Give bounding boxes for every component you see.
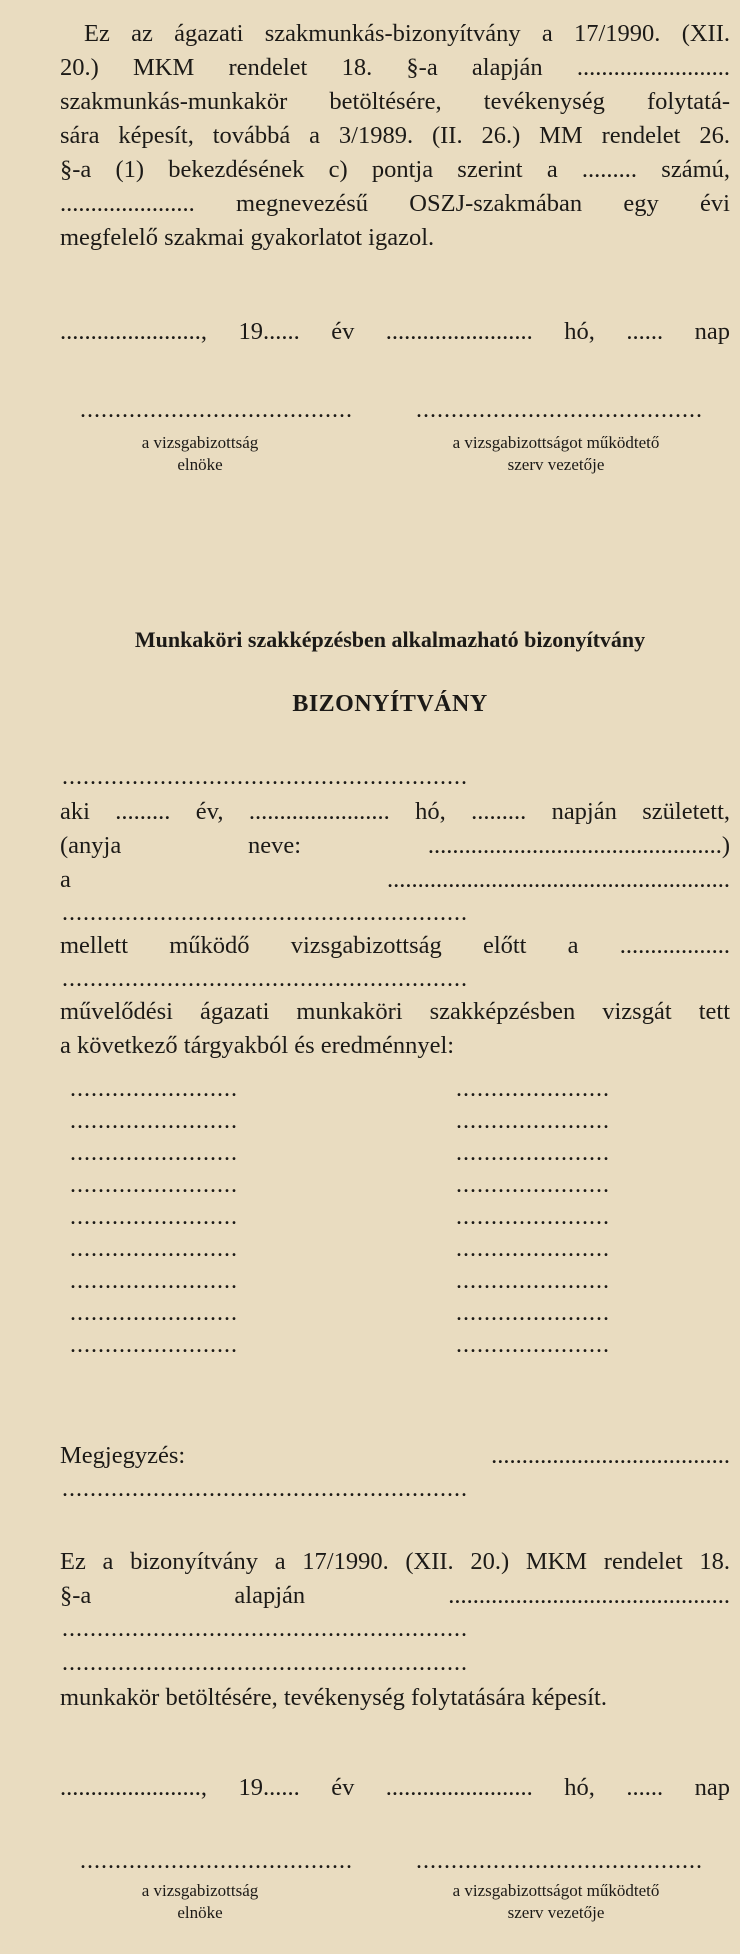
remark-line: Megjegyzés: ....................................... [60, 1442, 730, 1469]
statement-line-1: Ez a bizonyítvány a 17/1990. (XII. 20.) MKM rendelet 18. [60, 1548, 730, 1575]
p2-signature-label-left-2: elnöke [177, 1903, 223, 1922]
p1-signature-line-left: ....................................... [80, 397, 353, 423]
statement-dots-2: .......................................................... [62, 1650, 468, 1676]
p2-line-a: a ........................................................ [60, 866, 730, 893]
p2-line-born: aki ......... év, ....................... hó, ......... napján született, [60, 798, 730, 825]
subject-row-left: ........................ [70, 1172, 238, 1198]
subject-row-left: ........................ [70, 1204, 238, 1230]
p2-dots-line: .......................................................... [62, 900, 468, 926]
subject-row-left: ........................ [70, 1076, 238, 1102]
section-heading: Munkaköri szakképzésben alkalmazható bizonyítvány [134, 627, 646, 652]
p2-dots-line-2: .......................................................... [62, 966, 468, 992]
p2-name-line: .......................................................... [62, 764, 468, 790]
statement-dots-1: .......................................................... [62, 1616, 468, 1642]
p2-signature-line-left: ....................................... [80, 1848, 353, 1874]
p2-line-committee: mellett működő vizsgabizottság előtt a .................. [60, 932, 730, 959]
p1-line-5: §-a (1) bekezdésének c) pontja szerint a ......... számú, [60, 156, 730, 183]
subject-row-right: ...................... [456, 1076, 610, 1102]
p1-signature-label-right-2: szerv vezetője [507, 455, 605, 474]
p2-signature-label-right-1: a vizsgabizottságot működtető [452, 1881, 660, 1900]
p2-signature-label-right-2: szerv vezetője [507, 1903, 605, 1922]
subject-row-left: ........................ [70, 1268, 238, 1294]
p2-signature-line-right: ......................................... [416, 1848, 703, 1874]
p2-line-subjects: a következő tárgyakból és eredménnyel: [60, 1032, 455, 1059]
p1-signature-label-right-1: a vizsgabizottságot működtető [452, 433, 660, 452]
p1-signature-label-left-2: elnöke [177, 455, 223, 474]
p2-line-exam: művelődési ágazati munkaköri szakképzésben vizsgát tett [60, 998, 730, 1025]
subject-row-right: ...................... [456, 1268, 610, 1294]
subject-row-left: ........................ [70, 1140, 238, 1166]
subject-row-right: ...................... [456, 1236, 610, 1262]
subject-row-right: ...................... [456, 1108, 610, 1134]
subject-row-left: ........................ [70, 1108, 238, 1134]
p1-line-3: szakmunkás-munkakör betöltésére, tevékenység folytatá- [60, 88, 730, 115]
remark-dots: .......................................................... [62, 1476, 468, 1502]
subject-row-right: ...................... [456, 1300, 610, 1326]
p2-line-mother: (anyja neve: ................................................) [60, 832, 730, 859]
p1-line-4: sára képesít, továbbá a 3/1989. (II. 26.) MM rendelet 26. [60, 122, 730, 149]
p1-signature-label-left-1: a vizsgabizottság [141, 433, 259, 452]
subject-row-right: ...................... [456, 1172, 610, 1198]
subject-row-left: ........................ [70, 1300, 238, 1326]
subject-row-right: ...................... [456, 1140, 610, 1166]
subject-row-right: ...................... [456, 1332, 610, 1358]
p1-line-6: ...................... megnevezésű OSZJ-szakmában egy évi [60, 190, 730, 217]
subject-row-left: ........................ [70, 1236, 238, 1262]
p2-signature-label-left-1: a vizsgabizottság [141, 1881, 259, 1900]
document-title: BIZONYÍTVÁNY [292, 691, 488, 717]
statement-line-2: §-a alapján .............................................. [60, 1582, 730, 1609]
subject-row-right: ...................... [456, 1204, 610, 1230]
p1-signature-line-right: ......................................... [416, 397, 703, 423]
statement-line-3: munkakör betöltésére, tevékenység folytatására képesít. [60, 1684, 607, 1711]
subject-row-left: ........................ [70, 1332, 238, 1358]
p1-line-7: megfelelő szakmai gyakorlatot igazol. [60, 224, 435, 251]
p1-line-2: 20.) MKM rendelet 18. §-a alapján ......................... [60, 54, 730, 81]
p1-line-1: Ez az ágazati szakmunkás-bizonyítvány a 17/1990. (XII. [84, 20, 730, 47]
p2-date-line: ......................., 19...... év ........................ hó, ...... nap [60, 1774, 730, 1801]
p1-date-line: ......................., 19...... év ........................ hó, ...... nap [60, 318, 730, 345]
